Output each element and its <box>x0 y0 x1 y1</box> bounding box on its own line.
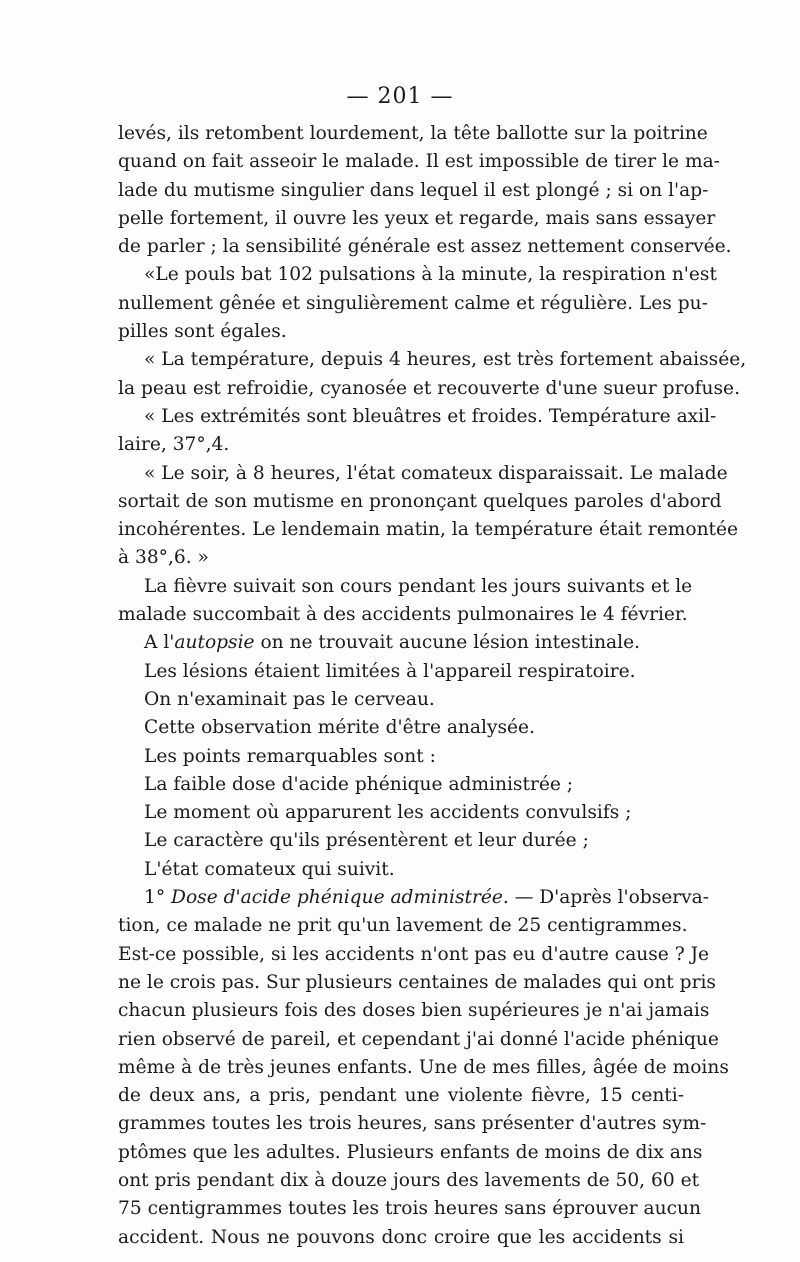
text-line: A l'autopsie on ne trouvait aucune lésion intestinale. <box>144 632 640 654</box>
text-line: pelle fortement, il ouvre les yeux et regarde, mais sans essayer <box>118 207 716 229</box>
text-line: même à de très jeunes enfants. Une de mes filles, âgée de moins <box>118 1056 729 1078</box>
text-line: lade du mutisme singulier dans lequel il est plongé ; si on l'ap- <box>118 179 709 201</box>
text-line: « La température, depuis 4 heures, est très fortement abaissée, <box>144 349 747 371</box>
text-line: «Le pouls bat 102 pulsations à la minute, la respiration n'est <box>144 264 717 286</box>
text-line: Cette observation mérite d'être analysée. <box>144 717 535 739</box>
text-line: ne le crois pas. Sur plusieurs centaines de malades qui ont pris <box>118 971 716 993</box>
text-line: La fièvre suivait son cours pendant les jours suivants et le <box>144 575 693 597</box>
text-line: rien observé de pareil, et cependant j'ai donné l'acide phénique <box>118 1028 719 1050</box>
text-line: malade succombait à des accidents pulmonaires le 4 février. <box>118 604 688 626</box>
text-line: de deux ans, a pris, pendant une violente fièvre, 15 centi- <box>118 1085 684 1107</box>
page-number: — 201 — <box>346 84 454 109</box>
body-text <box>118 120 747 1252</box>
text-line: levés, ils retombent lourdement, la tête ballotte sur la poitrine <box>118 123 708 144</box>
text-line: tion, ce malade ne prit qu'un lavement de 25 centigrammes. <box>118 915 688 937</box>
text-line: ptômes que les adultes. Plusieurs enfants de moins de dix ans <box>118 1141 703 1163</box>
text-line: quand on fait asseoir le malade. Il est impossible de tirer le ma- <box>118 151 720 173</box>
text-line: Le moment où apparurent les accidents convulsifs ; <box>144 802 632 824</box>
text-line: ont pris pendant dix à douze jours des lavements de 50, 60 et <box>118 1169 700 1191</box>
text-line: « Le soir, à 8 heures, l'état comateux disparaissait. Le malade <box>144 462 728 484</box>
text-line: L'état comateux qui suivit. <box>144 858 395 880</box>
text-line: 1° Dose d'acide phénique administrée. — D'après l'observa- <box>144 887 710 909</box>
text-line: accident. Nous ne pouvons donc croire que les accidents si <box>118 1226 684 1248</box>
text-line: On n'examinait pas le cerveau. <box>144 688 435 710</box>
text-line: Le caractère qu'ils présentèrent et leur durée ; <box>144 830 589 852</box>
text-line: Est-ce possible, si les accidents n'ont pas eu d'autre cause ? Je <box>118 943 710 965</box>
text-line: 75 centigrammes toutes les trois heures sans éprouver aucun <box>118 1198 701 1220</box>
text-line: La faible dose d'acide phénique administrée ; <box>144 773 574 795</box>
text-line: nullement gênée et singulièrement calme et régulière. Les pu- <box>118 292 708 314</box>
text-line: chacun plusieurs fois des doses bien supérieures je n'ai jamais <box>118 1000 710 1022</box>
text-line: Les lésions étaient limitées à l'appareil respiratoire. <box>144 660 636 682</box>
text-line: Les points remarquables sont : <box>144 745 436 767</box>
text-line: pilles sont égales. <box>118 321 287 343</box>
text-line: incohérentes. Le lendemain matin, la température était remontée <box>118 519 739 541</box>
text-line: sortait de son mutisme en prononçant quelques paroles d'abord <box>118 490 722 512</box>
text-line: à 38°,6. » <box>118 547 209 569</box>
text-line: de parler ; la sensibilité générale est assez nettement conservée. <box>118 236 732 258</box>
text-line: la peau est refroidie, cyanosée et recouverte d'une sueur profuse. <box>118 377 740 399</box>
text-line: grammes toutes les trois heures, sans présenter d'autres sym- <box>118 1113 707 1135</box>
text-line: laire, 37°,4. <box>118 434 230 456</box>
text-line: « Les extrémités sont bleuâtres et froides. Température axil- <box>144 405 717 427</box>
